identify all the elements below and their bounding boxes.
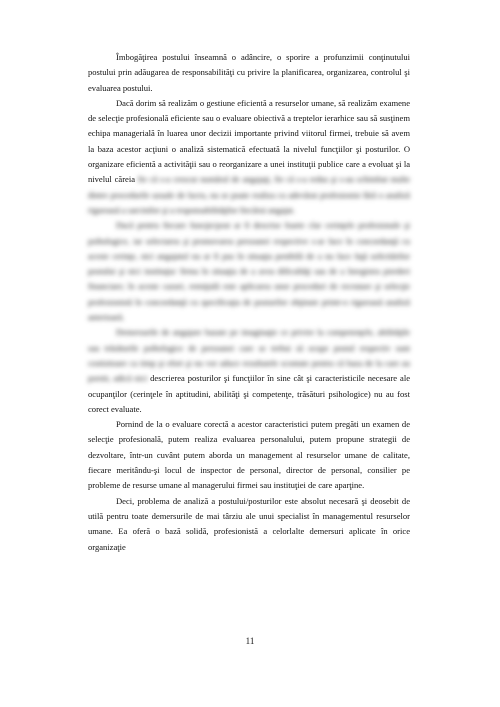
blurred-text: timp şi efort şi nu vor aduce rezultatele scontate pentru că baza de la care au pornit, adică nici	[88, 357, 410, 384]
paragraph: Deci, problema de analiză a postului/posturilor este absolut necesară şi deosebit de utilă pentru toate demersurile de mai târziu ale unui specialist în managementul resurselor umane. Ea oferă o bază solidă, profesionistă a celorlalte demersuri aplicate în orice organizaţie	[88, 495, 410, 552]
paragraph	[88, 325, 410, 417]
body-text	[88, 50, 410, 555]
page-number: 11	[245, 636, 255, 646]
paragraph: Pornind de la o evaluare corectă a acestor caracteristici putem pregăti un examen de selecţie profesională, putem realiza evaluarea personalului, putem propune strategii de dezvoltare, într-un cuvânt putem aborda un management al resurselor umane de calitate, fiecare meritându-şi locul de inspector de personal, director de personal, consilier pe probleme de resurse umane al managerului firmei sau instituţiei de care aparţine.	[88, 419, 410, 491]
blurred-paragraph: Dacă pentru fiecare funcţie/post ar fi descrise foarte clar cerinţele profesionale şi psihologice, iar selectarea şi promovarea persoanei respective s-ar face în concordanţă cu aceste cerinţe, nici angajatul nu ar fi pus în situaţia penibilă de a nu face faţă solicitărilor postului şi nici instituţia/ firma în situaţia de a avea dificultăţi sau de a înregistra pierderi financiare; în aceste cazuri, remiţială este aplicarea unor proceduri de recrutare şi selecţie profesionistă în concordanţă cu specificaţia de posturilor obţinute printr-o riguroasă analiză anterioară.	[88, 220, 410, 323]
paragraph: Îmbogăţirea postului înseamnă o adâncire, o sporire a profunzimii conţinutului postului prin adăugarea de responsabilităţi cu privire la planificarea, organizarea, controlul şi evaluarea postului.	[88, 52, 410, 93]
paragraph	[88, 96, 410, 218]
blurred-text: fie că s-a crescut numărul de angajaţi, fie că s-a redus şi s-au schimbat multe dintre procedurile uzuale de lucru, nu se poate realiza cu adevărat profesionist fără o analiză riguroasă a sarcinilor şi a responsabilităţilor fiecărui angajat.	[88, 174, 410, 215]
blurred-text: Demersurile de angajare bazate pe imaginaţie ce privire la competenţele, abilităţile sau trăsăturile psihologice de persoanei care se trebui să ocupe postul respectiv sunt costisitoare ca	[88, 327, 410, 368]
paragraph-text: Dacă dorim să realizăm o gestiune eficientă a resurselor umane, să realizăm examene de selecţie profesională eficiente sau o evaluare obiectivă a treptelor ierarhice sau să susţinem echipa managerială în luarea unor decizii importante privind viitorul firmei, trebuie să avem la baza acestor acţiuni o analiză sistematică efectuată la nivelul funcţiilor şi posturilor. O organizare eficientă a activităţii sau o reorganizare a unei instituţii publice care a evoluat şi la nivelul căreia	[88, 97, 410, 185]
paragraph-text: descrierea posturilor şi funcţiilor în sine cât şi caracteristicile necesare ale ocupanţilor (cerinţele în aptitudini, abilităţi şi competenţe, trăsături psihologice) nu au fost corect evaluate.	[88, 373, 410, 414]
